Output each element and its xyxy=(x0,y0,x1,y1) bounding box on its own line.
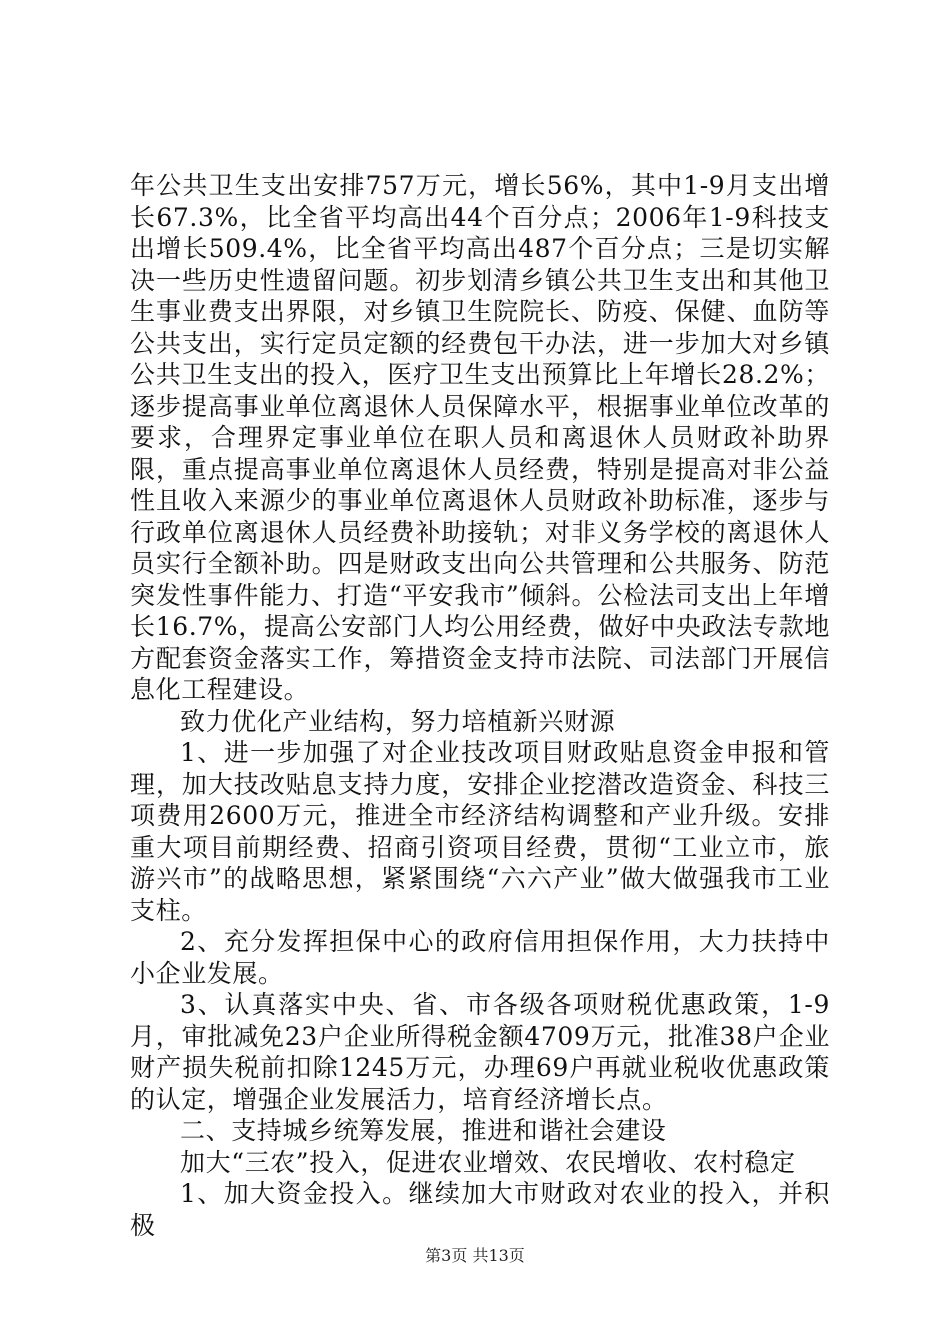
paragraph-3: 1、进一步加强了对企业技改项目财政贴息资金申报和管理，加大技改贴息支持力度，安排企业挖潜改造资金、科技三项费用2600万元，推进全市经济结构调整和产业升级。安排重大项目前期经费、招商引资项目经费，贯彻“工业立市，旅游兴市”的战略思想，紧紧围绕“六六产业”做大做强我市工业支柱。 xyxy=(130,738,830,925)
paragraph-2: 致力优化产业结构，努力培植新兴财源 xyxy=(180,706,616,736)
paragraph-4: 2、充分发挥担保中心的政府信用担保作用，大力扶持中小企业发展。 xyxy=(130,927,830,988)
document-body xyxy=(130,170,830,1241)
paragraph-7: 加大“三农”投入，促进农业增效、农民增收、农村稳定 xyxy=(180,1147,796,1177)
paragraph-5: 3、认真落实中央、省、市各级各项财税优惠政策，1-9月，审批减免23户企业所得税金额4709万元，批准38户企业财产损失税前扣除1245万元，办理69户再就业税收优惠政策的认定，增强企业发展活力，培育经济增长点。 xyxy=(130,990,830,1114)
paragraph-1: 年公共卫生支出安排757万元，增长56%，其中1-9月支出增长67.3%，比全省平均高出44个百分点；2006年1-9科技支出增长509.4%，比全省平均高出487个百分点；三是切实解决一些历史性遗留问题。初步划清乡镇公共卫生支出和其他卫生事业费支出界限，对乡镇卫生院院长、防疫、保健、血防等公共支出，实行定员定额的经费包干办法，进一步加大对乡镇公共卫生支出的投入，医疗卫生支出预算比上年增长28.2%；逐步提高事业单位离退休人员保障水平，根据事业单位改革的要求，合理界定事业单位在职人员和离退休人员财政补助界限，重点提高事业单位离退休人员经费，特别是提高对非公益性且收入来源少的事业单位离退休人员财政补助标准，逐步与行政单位离退休人员经费补助接轨；对非义务学校的离退休人员实行全额补助。四是财政支出向公共管理和公共服务、防范突发性事件能力、打造“平安我市”倾斜。公检法司支出上年增长16.7%，提高公安部门人均公用经费，做好中央政法专款地方配套资金落实工作，筹措资金支持市法院、司法部门开展信息化工程建设。 xyxy=(130,171,830,704)
paragraph-8: 1、加大资金投入。继续加大市财政对农业的投入，并积极 xyxy=(130,1179,830,1240)
paragraph-6: 二、支持城乡统筹发展，推进和谐社会建设 xyxy=(180,1116,667,1145)
page-footer: 第3页 共13页 xyxy=(425,1246,525,1265)
